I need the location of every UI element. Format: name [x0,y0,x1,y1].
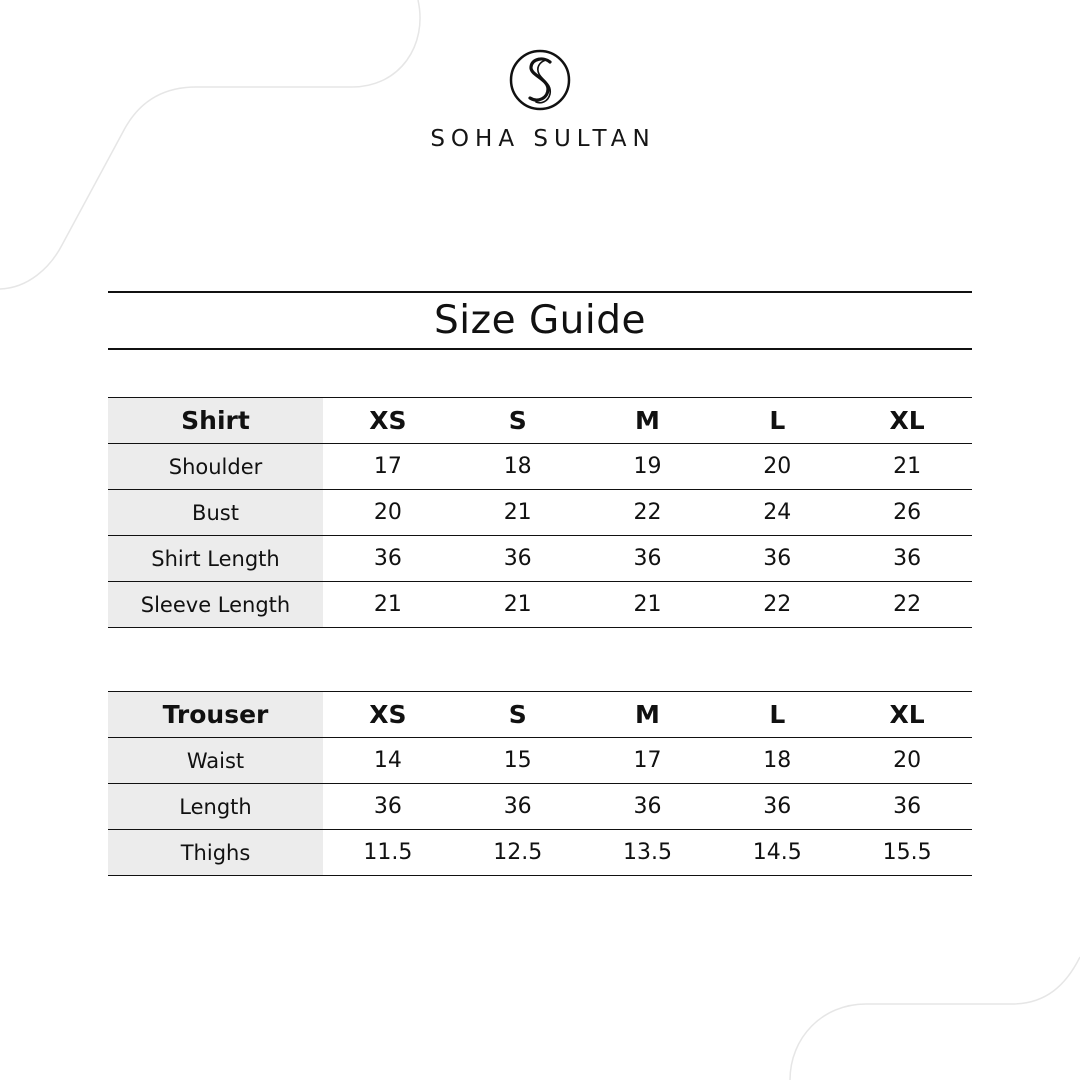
table-cell: 14 [323,738,453,784]
table-cell: 15 [453,738,583,784]
page-title: Size Guide [434,298,646,343]
row-label: Bust [108,490,323,536]
table-cell: 20 [842,738,972,784]
size-header: XL [842,692,972,738]
table-cell: 36 [323,784,453,830]
table-cell: 19 [583,444,713,490]
size-header: L [712,398,842,444]
table-cell: 36 [453,536,583,582]
brand-name: SOHA SULTAN [430,126,656,152]
size-header: XS [323,692,453,738]
shirt-size-table [108,397,972,628]
size-header: S [453,398,583,444]
table-header-row [108,398,972,444]
table-cell: 36 [712,784,842,830]
table-row [108,490,972,536]
table-cell: 36 [842,784,972,830]
table-row [108,738,972,784]
table-row [108,444,972,490]
row-label: Shoulder [108,444,323,490]
size-header: M [583,692,713,738]
table-cell: 15.5 [842,830,972,876]
table-header-row [108,692,972,738]
table-cell: 26 [842,490,972,536]
table-cell: 21 [323,582,453,628]
table-row [108,784,972,830]
table-cell: 20 [323,490,453,536]
table-row [108,582,972,628]
table-cell: 11.5 [323,830,453,876]
row-label: Thighs [108,830,323,876]
table-cell: 14.5 [712,830,842,876]
row-label: Length [108,784,323,830]
row-label: Shirt Length [108,536,323,582]
table-cell: 36 [583,536,713,582]
table-cell: 20 [712,444,842,490]
table-cell: 12.5 [453,830,583,876]
table-name: Trouser [108,692,323,738]
table-cell: 17 [583,738,713,784]
table-name: Shirt [108,398,323,444]
table-cell: 21 [453,490,583,536]
table-cell: 22 [842,582,972,628]
size-header: M [583,398,713,444]
size-guide-title-bar [108,291,972,350]
row-label: Sleeve Length [108,582,323,628]
table-cell: 36 [323,536,453,582]
size-header: XS [323,398,453,444]
table-cell: 36 [712,536,842,582]
table-row [108,830,972,876]
table-cell: 22 [712,582,842,628]
table-cell: 36 [842,536,972,582]
trouser-size-table [108,691,972,876]
table-cell: 24 [712,490,842,536]
table-cell: 36 [453,784,583,830]
table-cell: 21 [583,582,713,628]
table-cell: 13.5 [583,830,713,876]
table-cell: 17 [323,444,453,490]
size-header: XL [842,398,972,444]
table-cell: 18 [453,444,583,490]
table-cell: 36 [583,784,713,830]
size-header: L [712,692,842,738]
row-label: Waist [108,738,323,784]
ss-monogram-icon [508,48,572,112]
table-cell: 22 [583,490,713,536]
table-cell: 21 [842,444,972,490]
table-row [108,536,972,582]
table-cell: 21 [453,582,583,628]
table-cell: 18 [712,738,842,784]
size-header: S [453,692,583,738]
brand-logo [0,48,1080,152]
